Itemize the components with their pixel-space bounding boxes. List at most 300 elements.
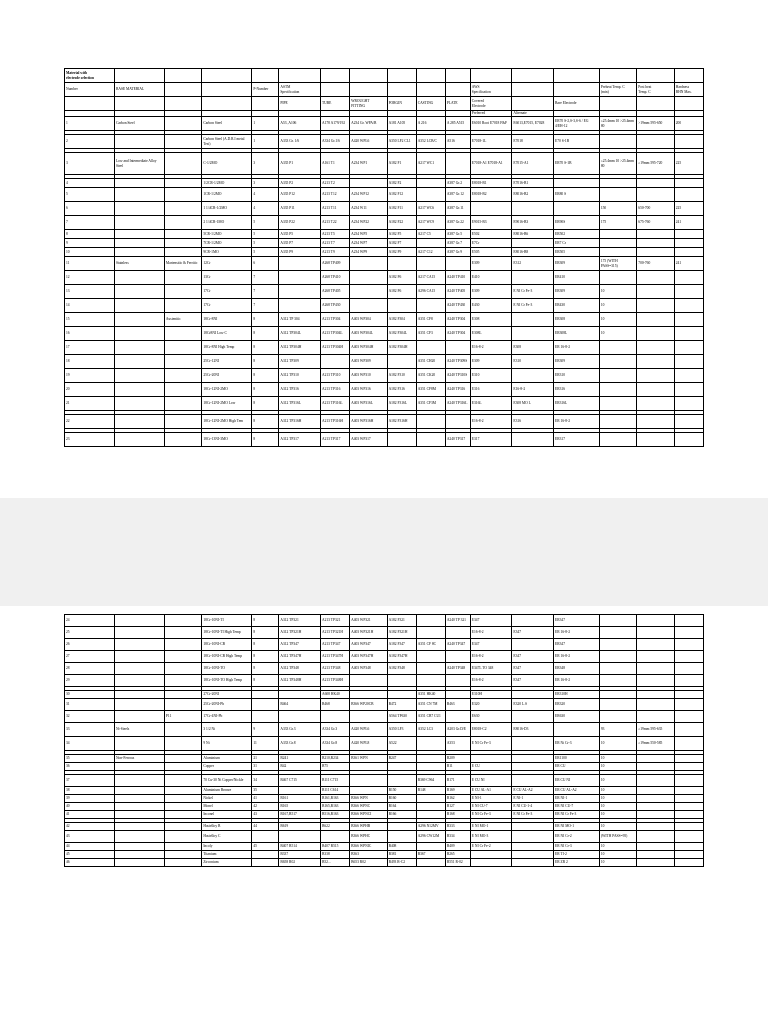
- table-cell: E16-8-2: [470, 415, 512, 429]
- table-cell: [512, 202, 554, 216]
- table-cell: [320, 355, 349, 369]
- table-cell: [674, 179, 703, 188]
- table-cell: [674, 230, 703, 239]
- table-cell: [164, 153, 201, 175]
- table-cell: [350, 299, 387, 313]
- table-cell: ER310: [554, 369, 600, 383]
- table-cell: 5CR-1/2MO: [202, 230, 252, 239]
- table-cell: 18Cr-12NI-2MO Low: [202, 397, 252, 411]
- table-cell: 1: [65, 117, 115, 131]
- table-cell: 175: [599, 216, 636, 230]
- table-cell: 26: [65, 639, 115, 651]
- table-row: [65, 327, 704, 341]
- table-cell: [637, 627, 674, 639]
- table-cell: ER 16-8-2: [554, 627, 600, 639]
- table-cell: [674, 699, 703, 711]
- table-cell: E316: [512, 415, 554, 429]
- table-cell: E CU NI: [470, 775, 512, 787]
- table-cell: B366 WPHC: [350, 831, 387, 843]
- table-cell: [114, 851, 164, 859]
- table-cell: 7: [252, 271, 279, 285]
- table-cell: A334 Gr.3: [320, 723, 349, 737]
- table-cell: 25Cr-20NI: [202, 369, 252, 383]
- table-row: [65, 135, 704, 149]
- table-cell: E16-8-2: [470, 675, 512, 687]
- table-cell: [114, 711, 164, 723]
- table-cell: E16-8-2: [470, 627, 512, 639]
- table-cell: [512, 823, 554, 831]
- table-cell: E347: [512, 651, 554, 663]
- table-cell: A351 CF8: [416, 313, 445, 327]
- header-preheat: Preheat Temp. C (min): [599, 83, 636, 97]
- table-cell: B366 WPNC: [350, 803, 387, 811]
- table-cell: [416, 803, 445, 811]
- table-cell: [637, 188, 674, 202]
- header-p-number: P-Number: [252, 83, 279, 97]
- table-cell: [637, 675, 674, 687]
- table-cell: A403 WP321: [350, 615, 387, 627]
- table-cell: A351 CF3: [416, 327, 445, 341]
- table-cell: [445, 691, 470, 699]
- table-cell: B161,B163: [320, 795, 349, 803]
- table-cell: 200: [674, 117, 703, 131]
- table-cell: 17Cr: [202, 285, 252, 299]
- table-cell: A53 ,A106: [279, 117, 321, 131]
- table-cell: A213 TP304L: [320, 327, 349, 341]
- table-cell: E308L: [470, 327, 512, 341]
- table-cell: 3 1/2 Ni: [202, 723, 252, 737]
- table-row: [65, 795, 704, 803]
- table-cell: A351 CN 7M: [416, 699, 445, 711]
- table-cell: ER308L: [554, 327, 600, 341]
- table-cell: 42: [252, 803, 279, 811]
- table-cell: [350, 775, 387, 787]
- table-cell: [387, 763, 416, 771]
- table-cell: 700-760: [637, 257, 674, 271]
- table-cell: 18Cr-8NI: [202, 313, 252, 327]
- table-cell: A182 F304H: [387, 341, 416, 355]
- table-cell: ER CU: [554, 763, 600, 771]
- table-cell: E308: [470, 313, 512, 327]
- table-cell: A312 TP309: [279, 355, 321, 369]
- table-cell: [512, 859, 554, 867]
- table-cell: ≥19mm 595-720: [637, 153, 674, 175]
- table-cell: [164, 117, 201, 131]
- table-cell: B265: [445, 851, 470, 859]
- table-cell: B75: [320, 763, 349, 771]
- table-cell: B337: [279, 851, 321, 859]
- table-cell: Aluminium Bronze: [202, 787, 252, 795]
- table-cell: Titanium: [202, 851, 252, 859]
- table-cell: [416, 188, 445, 202]
- table-cell: 10: [599, 299, 636, 313]
- table-cell: A312 TP304H: [279, 341, 321, 355]
- table-cell: ER 16-8-2: [554, 675, 600, 687]
- table-cell: 3: [252, 153, 279, 175]
- header-aws-spec: AWS Specification: [470, 83, 512, 97]
- header-alternate: Alternate: [512, 111, 554, 117]
- table-cell: 21: [65, 397, 115, 411]
- table-cell: A213 TP321: [320, 615, 349, 627]
- table-cell: ER308: [554, 313, 600, 327]
- table-cell: [674, 415, 703, 429]
- table-cell: [164, 737, 201, 751]
- table-row: [65, 341, 704, 355]
- table-cell: [512, 313, 554, 327]
- table-cell: [164, 341, 201, 355]
- table-cell: A312 TP304L: [279, 327, 321, 341]
- table-cell: 6: [65, 202, 115, 216]
- table-cell: 225: [674, 202, 703, 216]
- table-cell: 4: [65, 179, 115, 188]
- table-cell: A403 WP316L: [350, 397, 387, 411]
- table-cell: A403 WP304L: [350, 327, 387, 341]
- table-cell: [512, 369, 554, 383]
- table-cell: [114, 675, 164, 687]
- table-cell: A296 CA15: [416, 285, 445, 299]
- table-cell: [637, 851, 674, 859]
- table-cell: ER630: [554, 711, 600, 723]
- table-cell: 22: [65, 415, 115, 429]
- table-cell: E7018-1L: [470, 135, 512, 149]
- table-cell: B241: [279, 755, 321, 763]
- table-cell: [674, 803, 703, 811]
- table-row: [65, 369, 704, 383]
- table-cell: A333 Gr.3: [279, 723, 321, 737]
- table-cell: [164, 188, 201, 202]
- table-cell: [637, 615, 674, 627]
- table-cell: [637, 135, 674, 149]
- table-row: [65, 859, 704, 867]
- table-cell: 9: [252, 723, 279, 737]
- table-cell: [416, 627, 445, 639]
- table-row: [65, 831, 704, 843]
- table-cell: 5: [252, 230, 279, 239]
- table-cell: ER309: [554, 285, 600, 299]
- table-cell: [637, 711, 674, 723]
- table-cell: Copper: [202, 763, 252, 771]
- table-cell: E NI CU-7: [470, 803, 512, 811]
- table-cell: [164, 691, 201, 699]
- table-cell: 17Cr-4NI-Pb: [202, 711, 252, 723]
- table-cell: [164, 397, 201, 411]
- table-cell: [512, 327, 554, 341]
- table-cell: 40: [65, 803, 115, 811]
- table-cell: 18Cr-10NI-TO High Temp: [202, 675, 252, 687]
- table-cell: [114, 433, 164, 447]
- table-cell: A240 TP347: [445, 639, 470, 651]
- table-cell: B11: [445, 763, 470, 771]
- table-cell: [416, 737, 445, 751]
- table-cell: 31: [252, 763, 279, 771]
- table-cell: B150: [387, 787, 416, 795]
- table-row: [65, 188, 704, 202]
- table-cell: ER 16-8-2: [554, 341, 600, 355]
- table-cell: A403 WP316H: [350, 415, 387, 429]
- table-cell: ER316: [554, 383, 600, 397]
- table-cell: ≥19mm 595-635: [637, 723, 674, 737]
- table-cell: 8: [252, 651, 279, 663]
- table-cell: 241: [674, 216, 703, 230]
- table-cell: [416, 859, 445, 867]
- table-cell: A350 LF3: [387, 723, 416, 737]
- table-cell: A240 TP304: [445, 313, 470, 327]
- table-cell: [637, 803, 674, 811]
- table-cell: A312 TP317: [279, 433, 321, 447]
- table-cell: [164, 859, 201, 867]
- table-cell: 1: [252, 135, 279, 149]
- table-cell: 43: [252, 811, 279, 819]
- table-cell: ER NI CU-7: [554, 803, 600, 811]
- table-cell: ER70 S-2,S-3,S-6 / EG 4/EH-12: [554, 117, 600, 131]
- table-cell: 10: [599, 851, 636, 859]
- table-cell: [164, 285, 201, 299]
- table-cell: B169: [445, 787, 470, 795]
- table-cell: B247: [387, 755, 416, 763]
- table-cell: [674, 675, 703, 687]
- table-cell: [674, 763, 703, 771]
- table-cell: [164, 803, 201, 811]
- table-cell: ER1100: [554, 755, 600, 763]
- table-cell: A420 WPL6: [350, 135, 387, 149]
- table-cell: B363: [350, 851, 387, 859]
- table-cell: B407 B514: [279, 843, 321, 851]
- table-cell: [674, 397, 703, 411]
- table-cell: 37: [65, 775, 115, 787]
- table-cell: A182 F5: [387, 230, 416, 239]
- header-bare-electrode: Bare Electrode: [554, 97, 600, 111]
- table-cell: [387, 433, 416, 447]
- table-cell: [164, 202, 201, 216]
- table-cell: A217 CA15: [416, 271, 445, 285]
- table-cell: [114, 285, 164, 299]
- table-cell: A403 WP309: [350, 355, 387, 369]
- table-cell: A312 TP 304: [279, 313, 321, 327]
- table-cell: A182 F316: [387, 383, 416, 397]
- table-cell: [114, 313, 164, 327]
- table-cell: B409: [445, 843, 470, 851]
- table-cell: ER316L: [554, 397, 600, 411]
- table-cell: ER310H: [554, 691, 600, 699]
- table-cell: [350, 787, 387, 795]
- table-cell: A182 F11: [387, 202, 416, 216]
- table-cell: [114, 787, 164, 795]
- table-cell: A217 WC6: [416, 202, 445, 216]
- table-cell: 25Cr-20NI-Pb: [202, 699, 252, 711]
- table-row: [65, 257, 704, 271]
- table-cell: [164, 383, 201, 397]
- table-cell: [164, 299, 201, 313]
- table-cell: P11: [164, 711, 201, 723]
- header-base-material: BASE MATERIAL: [114, 83, 164, 97]
- table-cell: [512, 755, 554, 763]
- table-cell: E NI MO-3: [470, 831, 512, 843]
- table-cell: 18Cr-12NI-2MO High Tem: [202, 415, 252, 429]
- table-cell: ER NI Cr Fe-3: [554, 811, 600, 819]
- table-cell: [637, 843, 674, 851]
- table-cell: B516,B163: [320, 811, 349, 819]
- table-cell: A350 LF2 CL1: [387, 135, 416, 149]
- table-cell: [114, 397, 164, 411]
- table-cell: [599, 397, 636, 411]
- table-cell: E16-8-2: [470, 651, 512, 663]
- table-cell: A296 CW12M: [416, 831, 445, 843]
- table-cell: [599, 699, 636, 711]
- table-cell: [114, 327, 164, 341]
- table-cell: [674, 823, 703, 831]
- table-cell: A351 HK40: [416, 691, 445, 699]
- table-row: [65, 433, 704, 447]
- table-cell: [599, 135, 636, 149]
- table-cell: A268 TP409: [320, 257, 349, 271]
- table-cell: 8: [252, 327, 279, 341]
- table-cell: A335 P9: [279, 248, 321, 257]
- table-cell: B407 B515: [320, 843, 349, 851]
- table-row: [65, 230, 704, 239]
- table-cell: A351 CK20: [416, 369, 445, 383]
- table-cell: [445, 711, 470, 723]
- table-cell: [599, 369, 636, 383]
- table-cell: 25: [65, 627, 115, 639]
- table-cell: 18Cr-10NI-TO: [202, 663, 252, 675]
- table-cell: 10: [599, 803, 636, 811]
- table-cell: 15: [65, 313, 115, 327]
- table-cell: [512, 691, 554, 699]
- table-cell: Martensitic & Ferritic: [164, 257, 201, 271]
- table-cell: A312 TP316L: [279, 397, 321, 411]
- table-cell: E7015-A1: [512, 153, 554, 175]
- table-cell: E70 S-1B: [554, 135, 600, 149]
- table-cell: [350, 711, 387, 723]
- table-cell: A240 TP316: [445, 383, 470, 397]
- table-cell: E308 MO L: [512, 397, 554, 411]
- table-cell: E CU: [470, 763, 512, 771]
- table-cell: 27: [65, 651, 115, 663]
- table-cell: 18Cr8NI Low C: [202, 327, 252, 341]
- table-cell: E6010 Root E7018 F&F: [470, 117, 512, 131]
- table-cell: A213 TP348H: [320, 675, 349, 687]
- table-cell: Hastelloy B: [202, 823, 252, 831]
- table-cell: 38: [65, 787, 115, 795]
- header-hardness: Hardness BHN Max.: [674, 83, 703, 97]
- table-cell: [637, 775, 674, 787]
- table-cell: Incoly: [202, 843, 252, 851]
- table-cell: ER348: [554, 663, 600, 675]
- table-cell: [637, 823, 674, 831]
- table-cell: A182 F347: [387, 639, 416, 651]
- table-cell: 10: [599, 313, 636, 327]
- table-cell: E312: [512, 257, 554, 271]
- table-cell: 1CR-1/2MO: [202, 188, 252, 202]
- table-cell: A240 TP348: [445, 663, 470, 675]
- table-cell: [554, 202, 600, 216]
- table-cell: [350, 763, 387, 771]
- table-cell: E9015-B3: [470, 216, 512, 230]
- table-cell: ER347: [554, 615, 600, 627]
- table-cell: [164, 248, 201, 257]
- table-cell: [674, 795, 703, 803]
- table-cell: 36: [65, 763, 115, 771]
- table-cell: ER502: [554, 230, 600, 239]
- table-cell: ≤25.4mm 10 >25.4mm 80: [599, 117, 636, 131]
- table-cell: Stainless: [114, 257, 164, 271]
- table-cell: B167,B517: [279, 811, 321, 819]
- table-cell: 70 Cu-30 Ni Copper/Nickle: [202, 775, 252, 787]
- table-cell: 18Cr-8NI High Temp: [202, 341, 252, 355]
- table-cell: A213 TP316L: [320, 397, 349, 411]
- table-cell: [279, 271, 321, 285]
- table-cell: 8: [252, 415, 279, 429]
- table-row: [65, 639, 704, 651]
- table-cell: [416, 755, 445, 763]
- table-cell: B369 C964: [416, 775, 445, 787]
- table-cell: [114, 627, 164, 639]
- table-cell: [387, 257, 416, 271]
- table-cell: [164, 811, 201, 819]
- table-cell: [114, 803, 164, 811]
- table-cell: E316: [470, 383, 512, 397]
- table-cell: [114, 843, 164, 851]
- table-cell: ER NI Cr-2: [554, 831, 600, 843]
- table-cell: [164, 763, 201, 771]
- table-cell: 8: [252, 397, 279, 411]
- table-cell: B52...: [320, 859, 349, 867]
- table-cell: A403 WP316: [350, 383, 387, 397]
- table-cell: B111 C614: [320, 787, 349, 795]
- table-cell: 8: [252, 663, 279, 675]
- table-cell: A608 HK40: [320, 691, 349, 699]
- table-row: [65, 763, 704, 771]
- table-cell: A182 F304L: [387, 327, 416, 341]
- table-cell: [674, 355, 703, 369]
- table-cell: A213 TP316H: [320, 415, 349, 429]
- table-cell: A213 T7: [320, 239, 349, 248]
- table-cell: E6013,E7015, E7028: [512, 117, 554, 131]
- table-row: [65, 663, 704, 675]
- table-cell: E NI-1: [470, 795, 512, 803]
- table-cell: [350, 285, 387, 299]
- table-cell: E8018-B2: [470, 188, 512, 202]
- table-cell: E505: [470, 248, 512, 257]
- table-cell: [637, 433, 674, 447]
- header-preferred: Preferred: [470, 111, 512, 117]
- table-cell: 241: [674, 257, 703, 271]
- table-cell: 3: [252, 179, 279, 188]
- table-cell: A516: [445, 135, 470, 149]
- table-cell: [637, 313, 674, 327]
- table-row: [65, 711, 704, 723]
- table-cell: [416, 675, 445, 687]
- table-cell: [674, 135, 703, 149]
- table-cell: A234 W11: [350, 202, 387, 216]
- table-cell: A161 T1: [320, 153, 349, 175]
- table-cell: B467 C715: [279, 775, 321, 787]
- header-covered-electrode: Covered Electrode: [470, 97, 512, 111]
- table-cell: 18Cr-10NI-CB High Temp: [202, 651, 252, 663]
- table-title-line2: electrode selection: [66, 75, 94, 80]
- table-cell: B209: [445, 755, 470, 763]
- table-cell: 33: [65, 723, 115, 737]
- table-cell: Aluminium: [202, 755, 252, 763]
- table-cell: A352 LC3: [416, 723, 445, 737]
- table-cell: [512, 615, 554, 627]
- table-row: [65, 179, 704, 188]
- table-cell: A217 WC9: [416, 216, 445, 230]
- table-cell: [252, 859, 279, 867]
- table-cell: [470, 755, 512, 763]
- table-cell: A 216: [416, 117, 445, 131]
- table-cell: [445, 651, 470, 663]
